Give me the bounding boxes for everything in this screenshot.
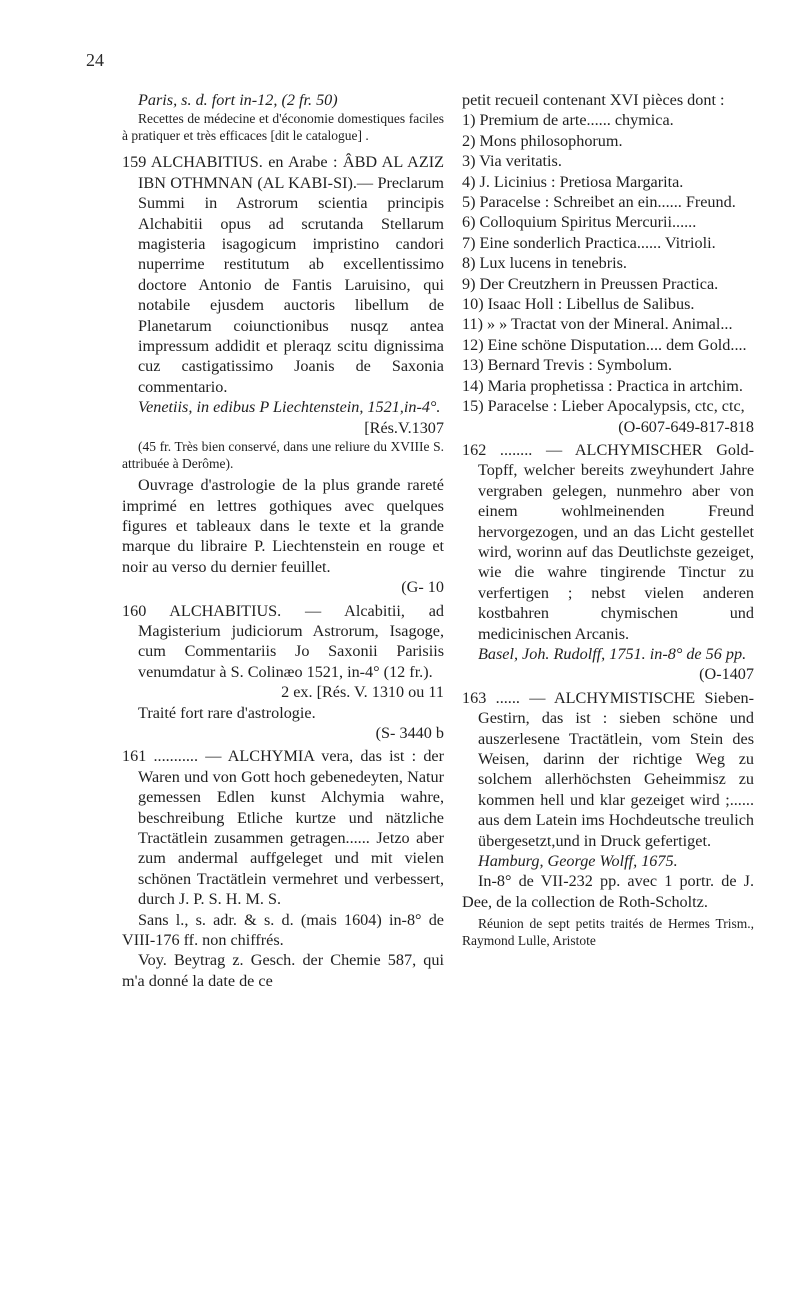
entry-159-copy-note: (45 fr. Très bien conservé, dans une reliure du XVIIIe S. attribuée à Derôme). bbox=[122, 439, 444, 472]
list-item: 11) » » Tractat von der Mineral. Animal... bbox=[462, 315, 733, 334]
entry-160-description: Traité fort rare d'astrologie. bbox=[138, 703, 316, 722]
list-item: 12) Eine schöne Disputation.... dem Gold.... bbox=[462, 335, 747, 354]
entry-163-description: In-8° de VII-232 pp. avec 1 portr. de J. Dee, de la collection de Roth-Scholtz. bbox=[462, 872, 754, 911]
entry-159-heading: 159 ALCHABITIUS. en Arabe : ÂBD AL AZIZ IBN OTHMNAN (AL KABI-SI).— Preclarum Summi in Astrorum scientia principis Alchabitii opus ad scrutanda Stellarum magisteria isagogicum impristino candori nuperrime restitutum ab excellentissimo doctore Antonio de Fantis Laruisino, qui notabile ejusdem auctoris libellum de Planetarum coiunctionibus nusqz antea impressum addidit et pleraqz scitu dignissima cuz castigatissimo Joanis de Saxonia commentario. bbox=[122, 153, 444, 396]
entry-161-imprint: Sans l., s. adr. & s. d. (mais 1604) in-8° de VIII-176 ff. non chiffrés. bbox=[122, 910, 444, 950]
list-item: 15) Paracelse : Lieber Apocalypsis, ctc, ctc, bbox=[462, 397, 745, 416]
entry-162-reference: (O-1407 bbox=[699, 665, 754, 684]
entry-163-heading: 163 ...... — ALCHYMISTISCHE Sieben-Gestirn, das ist : sieben schöne und auszerlesene Tractätlein, vom Stein des Weisen, darinn der richtige Weg zu solchem allerhöchsten Geheimmisz zu kommen hell und klar gezeiget wird ;...... aus dem Latein ims Hochdeutsche treulich übergesetzt,und in Druck gefertiget. bbox=[462, 688, 754, 850]
entry-162-imprint: Basel, Joh. Rudolff, 1751. in-8° de 56 pp. bbox=[478, 644, 747, 663]
entry-159-imprint: Venetiis, in edibus P Liechtenstein, 1521,in-4°. bbox=[138, 398, 441, 417]
entry-159-shelfmark: [Rés.V.1307 bbox=[364, 418, 444, 437]
contents-list bbox=[462, 110, 754, 416]
entry-160-reference: (S- 3440 b bbox=[375, 723, 444, 742]
contents-reference: (O-607-649-817-818 bbox=[618, 417, 754, 436]
page-number: 24 bbox=[86, 50, 104, 70]
contents-intro: petit recueil contenant XVI pièces dont : bbox=[462, 91, 725, 109]
entry-162-heading: 162 ........ — ALCHYMISCHER Gold-Topff, welcher bereits zweyhundert Jahre vergraben gelegen, nunmehro aber von einem wohlmeinenden Freund hervorgezogen, und an das Licht gestellet wird, worinn auf das Deutlichste gezeiget, wie die wahre tingirende Tinctur zu verfertigen ; nebst vielen anderen kostbahren chymischen und medicinischen Arcanis. bbox=[462, 440, 754, 643]
list-item: 1) Premium de arte...... chymica. bbox=[462, 111, 674, 130]
entry-159-reference: (G- 10 bbox=[401, 578, 444, 597]
entry-163-imprint: Hamburg, George Wolff, 1675. bbox=[478, 852, 678, 871]
list-item: 4) J. Licinius : Pretiosa Margarita. bbox=[462, 172, 684, 191]
list-item: 5) Paracelse : Schreibet an ein...... Freund. bbox=[462, 193, 736, 212]
right-column bbox=[462, 90, 754, 949]
entry-160-heading: 160 ALCHABITIUS. — Alcabitii, ad Magisterium judiciorum Astrorum, Isagoge, cum Commentariis Jo Saxonii Parisiis venumdatur à S. Colinæo 1521, in-4° (12 fr.). bbox=[122, 601, 444, 681]
list-item: 9) Der Creutzhern in Preussen Practica. bbox=[462, 274, 719, 293]
entry-163-note: Réunion de sept petits traités de Hermes Trism., Raymond Lulle, Aristote bbox=[462, 916, 754, 949]
list-item: 7) Eine sonderlich Practica...... Vitrioli. bbox=[462, 233, 716, 252]
left-column bbox=[122, 90, 444, 991]
entry-160-shelfmark: 2 ex. [Rés. V. 1310 ou 11 bbox=[281, 683, 444, 702]
list-item: 14) Maria prophetissa : Practica in artchim. bbox=[462, 376, 743, 395]
list-item: 10) Isaac Holl : Libellus de Salibus. bbox=[462, 295, 695, 314]
list-item: 3) Via veritatis. bbox=[462, 152, 562, 171]
list-item: 8) Lux lucens in tenebris. bbox=[462, 254, 627, 273]
entry-161-heading: 161 ........... — ALCHYMIA vera, das ist : der Waren und von Gott hoch gebenedeyten, Natur gemessen Edlen kunst Alchymia wahre, beschreibung Etliche kurtze und nätzliche Tractätlein zusammen getragen...... Jetzo aber zum andermal auffgeleget und mit vielen schönen Tractätlein vermehret und verbessert, durch J. P. S. H. M. S. bbox=[122, 747, 444, 909]
list-item: 6) Colloquium Spiritus Mercurii...... bbox=[462, 213, 697, 232]
intro-description: Recettes de médecine et d'économie domestiques faciles à pratiquer et très efficaces [dit le catalogue] . bbox=[122, 111, 444, 144]
entry-159-description: Ouvrage d'astrologie de la plus grande rareté imprimé en lettres gothiques avec quelques figures et tableaux dans le texte et la grande marque du libraire P. Liechtenstein en rouge et noir au verso du dernier feuillet. bbox=[122, 476, 444, 576]
list-item: 2) Mons philosophorum. bbox=[462, 131, 623, 150]
entry-161-reference-note: Voy. Beytrag z. Gesch. der Chemie 587, qui m'a donné la date de ce bbox=[122, 951, 444, 990]
list-item: 13) Bernard Trevis : Symbolum. bbox=[462, 356, 672, 375]
intro-imprint: Paris, s. d. fort in-12, (2 fr. 50) bbox=[138, 91, 338, 109]
